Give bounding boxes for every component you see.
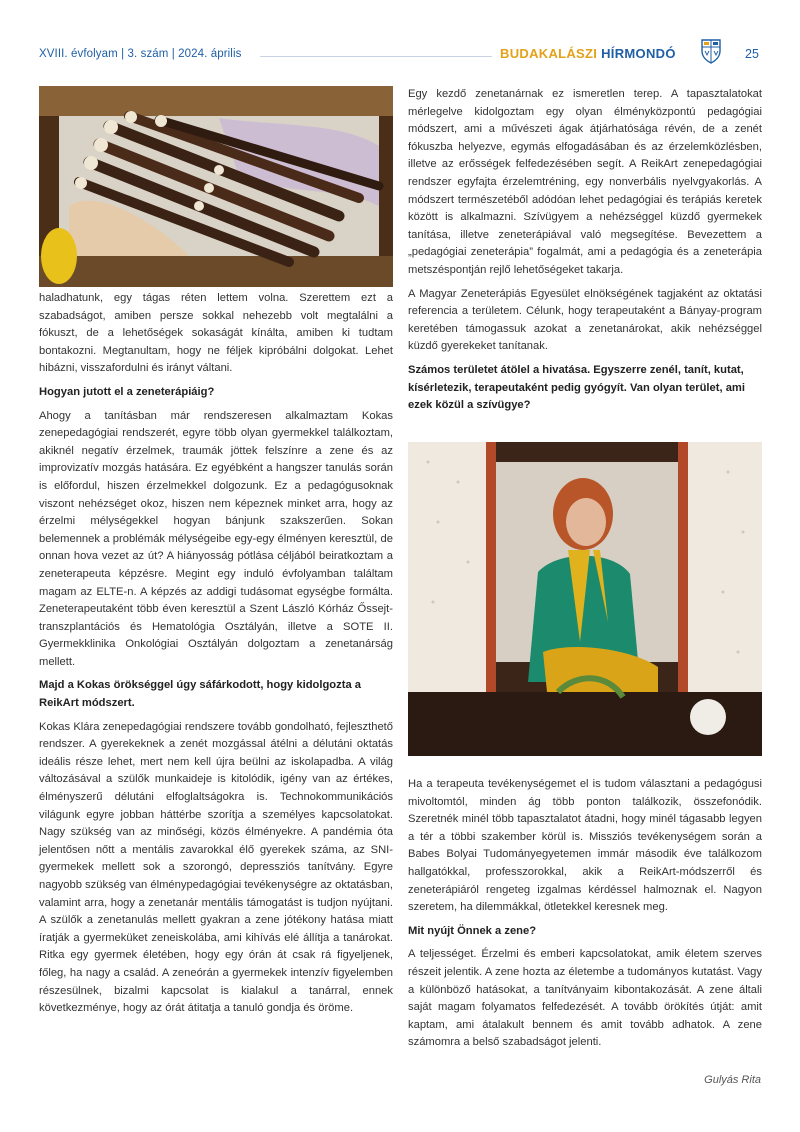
right-paragraph-1: Egy kezdő zenetanárnak ez ismeretlen terep. A tapasztalatokat mérlegelve kidolgoztam egy olyan élményközpontú pedagógiai módszert, ami a művészeti ágak átjárhatósága révén, de a zenét fókuszba helyezve, egymás elfogadásában és az érzelemközlésben, illetve az erősségek felfedezésében segít. A ReikArt zenepedagógiai rendszer egyfajta érzelemtréning, egy nonverbális nyelvgyakorlás. A módszert természetéből adódóan lehet pedagógiai és terápiás keretek között is alkalmazni. Szívügyem a nehézséggel küzdő gyermekek tanítása, illetve zeneterápiával való megsegítése. Bevezettem a „pedagógiai zeneterápia” fogalmát, ami a pedagógia és a zeneterápia metszéspontján rejlő lehetőségeket takarja. [408,88,762,276]
question-heading-4: Mit nyújt Önnek a zene? [408,924,537,937]
right-column-bottom [408,776,762,1058]
right-paragraph-2: A Magyar Zeneterápiás Egyesület elnökségének tagjaként az oktatási referencia a területem. Célunk, hogy terapeutaként a Bányay-program keretében támogassuk azokat a zenetanárokat, akik nehézséggel küzdő gyerekeket tanítanak. [408,287,762,353]
left-paragraph-3: Kokas Klára zenepedagógiai rendszere tovább gondolható, fejleszthető rendszer. A gyerekeknek a zenét mozgással átélni a délutáni oktatás ideális része lehet, mert nem kell újra beülni az iskolapadba. A világ változásával a szülők munkaideje is kitolódik, igény van az értékes, élményszerű délutáni elfoglaltságokra is. Technokommunikációs világunk egyre jobban háttérbe szorítja a személyes kapcsolatokat. Nagy szükség van az minőségi, közös élményekre. A pandémia óta jelentősen nőtt a mentális zavarokkal élő gyerekek száma, az SNI-gyermekek mellett sok a szorongó, depressziós tanítvány. Egyre nagyobb szükség van élménypedagógiai tevékenységre az oktatásban, valamint arra, hogy a zenetanár mentális támogatást is tudjon nyújtani. A szülők a zenetanulás mellett gyakran a zene jótékony hatása miatt íratják a gyermeküket zeneiskolába, ami kihívás elé állítja a tanárokat. Ritka egy gyermek életében, hogy egy órán át csak rá figyeljenek, főleg, ha nagy a család. A zeneórán a gyermekek intenzív figyelemben részesülnek, bizalmi kapcsolat is kialakul a tanárral, ennek következménye, hogy az órát átitatja a tanuló gondja és öröme. [39,720,393,1015]
right-paragraph-4: A teljességet. Érzelmi és emberi kapcsolatokat, amik életem szerves részeit jelentik. A zene hozta az életembe a tudományos kutatást. Vagy a különböző hatásokat, a tanítványaim kibontakozását. A zene általi saját magam folyamatos felfedezését. A tovább örökítés útját: amit kaptam, ami átalakult bennem és amit tovább adhatok. A zene számomra a belső szabadságot jelenti. [408,948,762,1049]
header-divider [260,56,492,57]
left-column [39,290,393,1024]
coat-of-arms-icon [700,38,722,64]
right-column-top [408,86,762,421]
masthead-budakalaszi: BUDAKALÁSZI [500,46,598,61]
right-paragraph-3: Ha a terapeuta tevékenységemet el is tudom választani a pedagógusi mivoltomtól, minden ág több ponton találkozik, összefonódik. Szeretnék minél több tapasztalatot átadni, hogy minél tágasabb legyen a tér a többi szakember körül is. Missziós tevékenységem során a Babes Bolyai Tudományegyetemen immár második éve találkozom hallgatókkal, professzorokkal, akik a ReikArt-módszerről és zeneterápiáról rengeteg izgalmas kérdéssel halmoznak el. Nagyon szeretem, ha dilemmákkal, ötletekkel keresnek meg. [408,778,762,914]
masthead-hirmondo: HÍRMONDÓ [601,46,676,61]
question-heading-3: Számos területet átölel a hivatása. Egyszerre zenél, tanít, kutat, kísérletezik, terapeutaként pedig gyógyít. Van olyan terület, ami ezek közül a szívügye? [408,363,745,412]
portrait-photo [408,442,762,756]
page-number: 25 [745,47,759,61]
question-heading-2: Majd a Kokas örökséggel úgy sáfárkodott, hogy kidolgozta a ReikArt módszert. [39,679,362,710]
left-paragraph-1: haladhatunk, egy tágas réten lettem volna. Szerettem ezt a szabadságot, amiben persze sokkal nehezebb volt megtalálni a fókuszt, de a lehetőségek sokaságát kínálta, amiben ki tudtam bontakozni. Megtanultam, hogy ne féljek kipróbálni dolgokat. Lehet hibázni, visszafordulni és irányt váltani. [39,292,393,375]
masthead [500,46,676,61]
recorders-in-drawer-photo [39,86,393,287]
question-heading-1: Hogyan jutott el a zeneterápiáig? [39,385,215,398]
issue-info: XVIII. évfolyam | 3. szám | 2024. április [39,48,242,60]
author-signature: Gulyás Rita [704,1074,761,1086]
left-paragraph-2: Ahogy a tanításban már rendszeresen alkalmaztam Kokas zenepedagógiai rendszerét, egyre több olyan gyermekkel találkoztam, akiknél negatív érzelmek, traumák jöttek felszínre a zene és az improvizatív mozgás hatására. Ez egyébként a hangszer tanulás során is előfordul, hiszen érzelmekkel dolgozunk. Ez a pedagógusoknak viszont nehézséget okoz, hiszen nem képeznek minket arra, hogy az érzelmi mélységekkel hogyan bánjunk szakszerűen. Sokan belemennek a problémák mélységeibe egy-egy élményen keresztül, de onnan hova vezet az út? A hiányosság pótlása céljából beiratkoztam a zeneterapeuta képzésre. Megint egy induló évfolyamban találtam magam az ELTE-n. A képzés az addigi tudásomat egységbe formálta. Zeneterapeutaként több éven keresztül a Szent László Kórház Őssejt-transzplantációs és Hematológia Osztályán, illetve a SOTE II. Gyermekklinika Onkológiai Osztályán dolgoztam a zenetanárság mellett. [39,409,393,668]
